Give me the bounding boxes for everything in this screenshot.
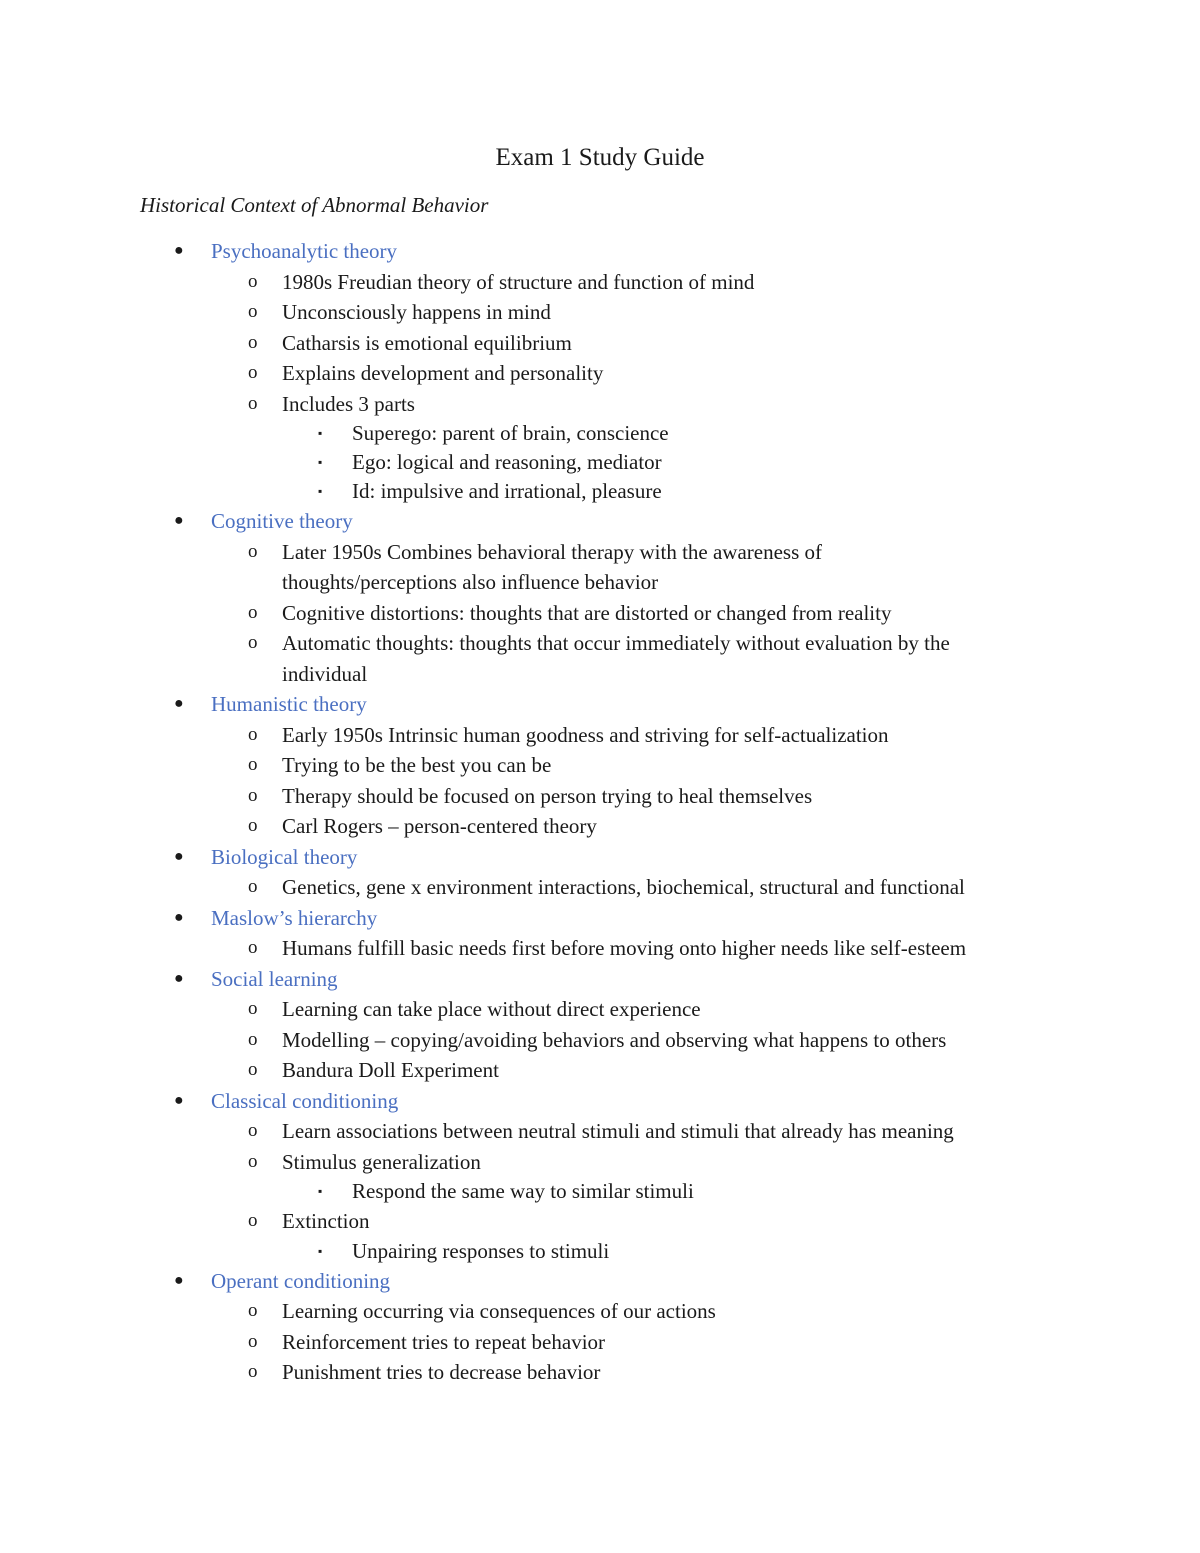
outline-text: Later 1950s Combines behavioral therapy with the awareness of bbox=[282, 539, 823, 564]
outline-subpoint bbox=[0, 1237, 1200, 1266]
outline-subpoint bbox=[0, 448, 1200, 477]
outline-text: Extinction bbox=[282, 1209, 370, 1233]
outline-topic bbox=[0, 506, 1200, 537]
outline-point bbox=[0, 1357, 1200, 1388]
hollow-o-bullet-icon: o bbox=[248, 1361, 258, 1382]
hollow-o-bullet-icon: o bbox=[248, 723, 258, 745]
outline-point bbox=[0, 872, 1200, 903]
filled-circle-bullet-icon: ● bbox=[174, 512, 184, 529]
outline-point bbox=[0, 598, 1200, 629]
hollow-o-bullet-icon: o bbox=[248, 1330, 258, 1352]
outline-point bbox=[0, 659, 1200, 690]
outline-text: Psychoanalytic theory bbox=[211, 239, 398, 263]
outline-text: Reinforcement tries to repeat behavior bbox=[282, 1329, 606, 1354]
outline-point bbox=[0, 628, 1200, 659]
hollow-o-bullet-icon: o bbox=[248, 301, 258, 322]
outline-point bbox=[0, 811, 1200, 842]
outline-text: Cognitive distortions: thoughts that are distorted or changed from reality bbox=[282, 600, 892, 625]
outline-topic bbox=[0, 964, 1200, 995]
hollow-o-bullet-icon: o bbox=[248, 362, 258, 383]
hollow-o-bullet-icon: o bbox=[248, 754, 258, 775]
outline-point bbox=[0, 1147, 1200, 1178]
outline-point bbox=[0, 567, 1200, 598]
section-heading: Historical Context of Abnormal Behavior bbox=[140, 193, 489, 217]
outline-text: individual bbox=[282, 661, 368, 686]
filled-circle-bullet-icon: ● bbox=[174, 1091, 184, 1109]
outline-text: Maslow’s hierarchy bbox=[211, 905, 378, 930]
hollow-o-bullet-icon: o bbox=[248, 1120, 258, 1141]
hollow-o-bullet-icon: o bbox=[248, 270, 258, 292]
outline-point bbox=[0, 267, 1200, 298]
hollow-o-bullet-icon: o bbox=[248, 601, 258, 623]
outline-text: Operant conditioning bbox=[211, 1268, 391, 1293]
outline-text: Explains development and personality bbox=[282, 361, 604, 385]
square-bullet-icon: ▪ bbox=[318, 455, 323, 469]
hollow-o-bullet-icon: o bbox=[248, 1028, 258, 1050]
square-bullet-icon: ▪ bbox=[318, 1243, 323, 1258]
filled-circle-bullet-icon: ● bbox=[174, 1271, 184, 1289]
outline-point bbox=[0, 750, 1200, 781]
outline-text: Ego: logical and reasoning, mediator bbox=[352, 450, 662, 474]
outline-text: Includes 3 parts bbox=[282, 391, 415, 416]
outline-point bbox=[0, 297, 1200, 328]
outline-point bbox=[0, 781, 1200, 812]
outline-point bbox=[0, 389, 1200, 420]
outline-text: Unconsciously happens in mind bbox=[282, 300, 551, 324]
hollow-o-bullet-icon: o bbox=[248, 632, 258, 653]
hollow-o-bullet-icon: o bbox=[248, 1210, 258, 1231]
outline-topic bbox=[0, 842, 1200, 873]
hollow-o-bullet-icon: o bbox=[248, 876, 258, 897]
outline-text: Modelling – copying/avoiding behaviors and observing what happens to others bbox=[282, 1027, 947, 1052]
filled-circle-bullet-icon: ● bbox=[174, 969, 184, 987]
outline-text: 1980s Freudian theory of structure and function of mind bbox=[282, 269, 755, 294]
hollow-o-bullet-icon: o bbox=[248, 540, 258, 562]
outline-topic bbox=[0, 236, 1200, 267]
filled-circle-bullet-icon: ● bbox=[174, 847, 184, 865]
outline-text: Bandura Doll Experiment bbox=[282, 1058, 499, 1082]
outline-topic bbox=[0, 1086, 1200, 1117]
outline-text: Biological theory bbox=[211, 844, 358, 869]
outline-text: Automatic thoughts: thoughts that occur immediately without evaluation by the bbox=[282, 631, 950, 655]
hollow-o-bullet-icon: o bbox=[248, 1059, 258, 1080]
hollow-o-bullet-icon: o bbox=[248, 815, 258, 836]
outline-text: thoughts/perceptions also influence behavior bbox=[282, 570, 659, 594]
outline-text: Therapy should be focused on person trying to heal themselves bbox=[282, 783, 813, 808]
outline-point bbox=[0, 994, 1200, 1025]
outline-point bbox=[0, 720, 1200, 751]
outline-point bbox=[0, 1206, 1200, 1237]
outline-topic bbox=[0, 689, 1200, 720]
outline-point bbox=[0, 537, 1200, 568]
document-title: Exam 1 Study Guide bbox=[495, 144, 705, 171]
outline-text: Learning occurring via consequences of our actions bbox=[282, 1299, 716, 1323]
bulleted-outline bbox=[0, 236, 1200, 1388]
outline-text: Unpairing responses to stimuli bbox=[352, 1238, 610, 1263]
outline-topic bbox=[0, 1266, 1200, 1297]
outline-point bbox=[0, 1025, 1200, 1056]
filled-circle-bullet-icon: ● bbox=[174, 242, 184, 259]
outline-subpoint bbox=[0, 1177, 1200, 1206]
outline-point bbox=[0, 1296, 1200, 1327]
outline-text: Carl Rogers – person-centered theory bbox=[282, 814, 597, 838]
outline-text: Humans fulfill basic needs first before moving onto higher needs like self-esteem bbox=[282, 936, 967, 960]
outline-text: Punishment tries to decrease behavior bbox=[282, 1360, 601, 1384]
outline-text: Cognitive theory bbox=[211, 509, 353, 533]
outline-text: Id: impulsive and irrational, pleasure bbox=[352, 479, 662, 503]
outline-text: Superego: parent of brain, conscience bbox=[352, 421, 669, 445]
outline-point bbox=[0, 933, 1200, 964]
hollow-o-bullet-icon: o bbox=[248, 784, 258, 806]
hollow-o-bullet-icon: o bbox=[248, 998, 258, 1019]
outline-text: Humanistic theory bbox=[211, 692, 367, 716]
outline-text: Social learning bbox=[211, 966, 338, 991]
hollow-o-bullet-icon: o bbox=[248, 937, 258, 958]
outline-text: Genetics, gene x environment interactions, biochemical, structural and functional bbox=[282, 875, 965, 899]
outline-text: Catharsis is emotional equilibrium bbox=[282, 330, 572, 355]
hollow-o-bullet-icon: o bbox=[248, 392, 258, 414]
outline-subpoint bbox=[0, 477, 1200, 506]
outline-text: Early 1950s Intrinsic human goodness and striving for self-actualization bbox=[282, 722, 889, 747]
hollow-o-bullet-icon: o bbox=[248, 1150, 258, 1172]
outline-text: Stimulus generalization bbox=[282, 1149, 481, 1174]
square-bullet-icon: ▪ bbox=[318, 1184, 323, 1198]
outline-point bbox=[0, 328, 1200, 359]
outline-text: Respond the same way to similar stimuli bbox=[352, 1179, 694, 1203]
outline-subpoint bbox=[0, 419, 1200, 448]
outline-point bbox=[0, 1055, 1200, 1086]
square-bullet-icon: ▪ bbox=[318, 426, 323, 440]
outline-text: Classical conditioning bbox=[211, 1088, 399, 1113]
outline-text: Learn associations between neutral stimuli and stimuli that already has meaning bbox=[282, 1119, 954, 1143]
square-bullet-icon: ▪ bbox=[318, 484, 323, 498]
outline-text: Learning can take place without direct experience bbox=[282, 997, 701, 1021]
outline-point bbox=[0, 1116, 1200, 1147]
hollow-o-bullet-icon: o bbox=[248, 331, 258, 353]
hollow-o-bullet-icon: o bbox=[248, 1300, 258, 1321]
outline-point bbox=[0, 358, 1200, 389]
outline-point bbox=[0, 1327, 1200, 1358]
filled-circle-bullet-icon: ● bbox=[174, 908, 184, 926]
filled-circle-bullet-icon: ● bbox=[174, 695, 184, 712]
outline-topic bbox=[0, 903, 1200, 934]
outline-text: Trying to be the best you can be bbox=[282, 753, 552, 777]
